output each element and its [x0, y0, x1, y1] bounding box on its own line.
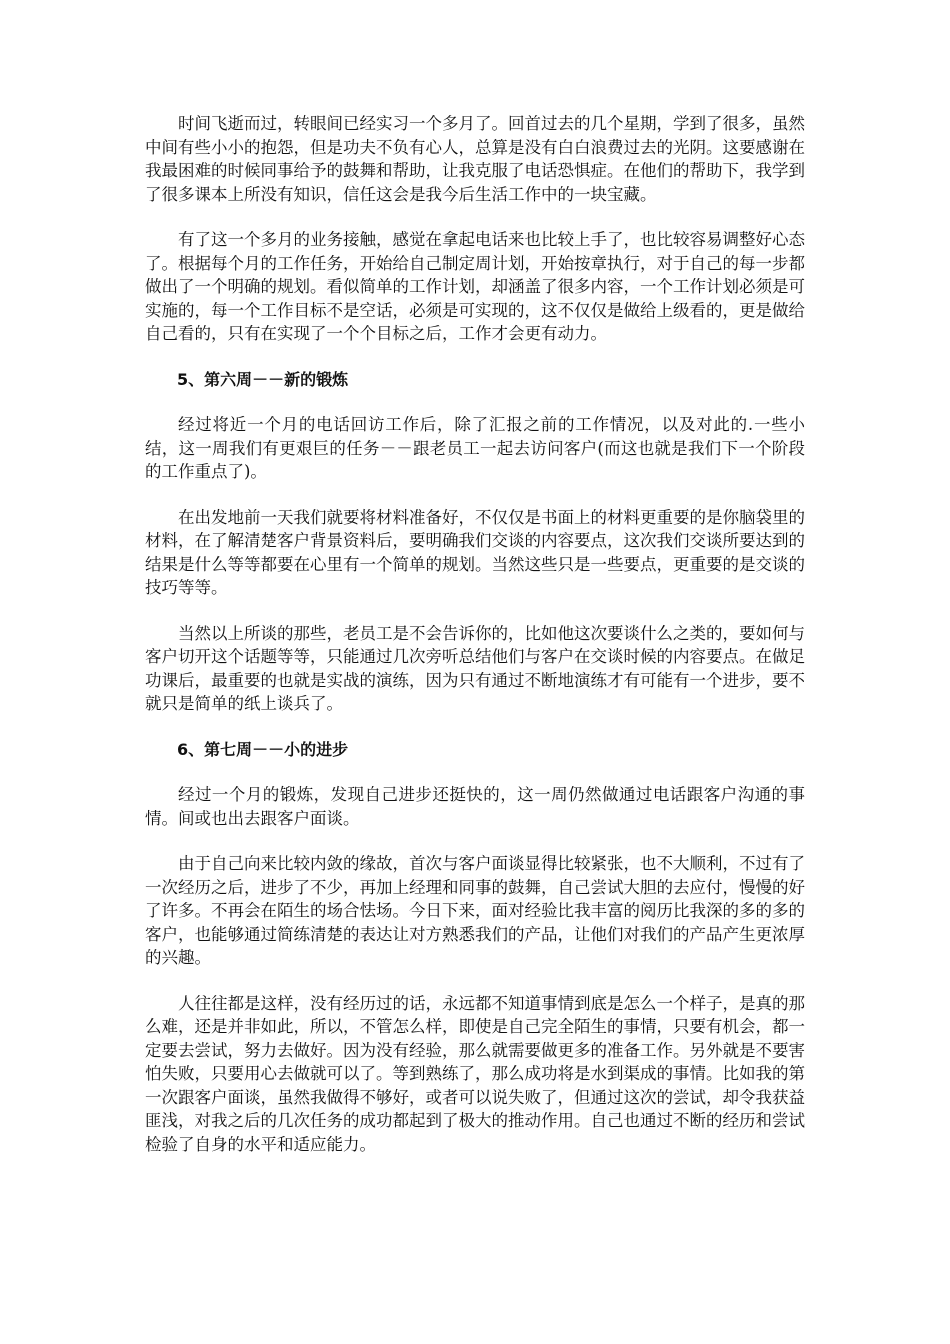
section-heading-week-six: 5、第六周－－新的锻炼 — [177, 369, 349, 389]
section-heading-week-seven: 6、第七周－－小的进步 — [177, 739, 349, 759]
document-body — [145, 112, 805, 1178]
paragraph-practice: 当然以上所谈的那些，老员工是不会告诉你的，比如他这次要谈什么之类的，要如何与客户切开这个话题等等，只能通过几次旁听总结他们与客户在交谈时候的内容要点。在做足功课后，最重要的也就是实战的演练，因为只有通过不断地演练才有可能有一个进步，要不就只是简单的纸上谈兵了。 — [145, 623, 805, 713]
paragraph-first-meeting: 由于自己向来比较内敛的缘故，首次与客户面谈显得比较紧张，也不大顺利，不过有了一次经历之后，进步了不少，再加上经理和同事的鼓舞，自己尝试大胆的去应付，慢慢的好了许多。不再会在陌生的场合怯场。今日下来，面对经验比我丰富的阅历比我深的多的多的客户，也能够通过简练清楚的表达让对方熟悉我们的产品，让他们对我们的产品产生更浓厚的兴趣。 — [145, 854, 805, 967]
paragraph-intro: 时间飞逝而过，转眼间已经实习一个多月了。回首过去的几个星期，学到了很多，虽然中间有些小小的抱怨，但是功夫不负有心人，总算是没有白白浪费过去的光阴。这要感谢在我最困难的时候同事给予的鼓舞和帮助，让我克服了电话恐惧症。在他们的帮助下，我学到了很多课本上所没有知识，信任这会是我今后生活工作中的一块宝藏。 — [145, 114, 805, 204]
paragraph-preparation: 在出发地前一天我们就要将材料准备好，不仅仅是书面上的材料更重要的是你脑袋里的材料，在了解清楚客户背景资料后，要明确我们交谈的内容要点，这次我们交谈所要达到的结果是什么等等都要在心里有一个简单的规划。当然这些只是一些要点，更重要的是交谈的技巧等等。 — [145, 507, 805, 597]
paragraph-business-contact: 有了这一个多月的业务接触，感觉在拿起电话来也比较上手了，也比较容易调整好心态了。根据每个月的工作任务，开始给自己制定周计划，开始按章执行，对于自己的每一步都做出了一个明确的规划。看似简单的工作计划，却涵盖了很多内容，一个工作计划必须是可实施的，每一个工作目标不是空话，必须是可实现的，这不仅仅是做给上级看的，更是做给自己看的，只有在实现了一个个目标之后，工作才会更有动力。 — [145, 230, 805, 343]
paragraph-week-seven-summary: 经过一个月的锻炼，发现自己进步还挺快的，这一周仍然做通过电话跟客户沟通的事情。间或也出去跟客户面谈。 — [145, 785, 805, 828]
paragraph-reflection: 人往往都是这样，没有经历过的话，永远都不知道事情到底是怎么一个样子，是真的那么难，还是并非如此，所以，不管怎么样，即使是自己完全陌生的事情，只要有机会，都一定要去尝试，努力去做好。因为没有经验，那么就需要做更多的准备工作。另外就是不要害怕失败，只要用心去做就可以了。等到熟练了，那么成功将是水到渠成的事情。比如我的第一次跟客户面谈，虽然我做得不够好，或者可以说失败了，但通过这次的尝试，却令我获益匪浅，对我之后的几次任务的成功都起到了极大的推动作用。自己也通过不断的经历和尝试检验了自身的水平和适应能力。 — [145, 993, 805, 1154]
paragraph-week-six-summary: 经过将近一个月的电话回访工作后，除了汇报之前的工作情况，以及对此的.一些小结，这一周我们有更艰巨的任务－－跟老员工一起去访问客户(而这也就是我们下一个阶段的工作重点了)。 — [145, 415, 805, 481]
